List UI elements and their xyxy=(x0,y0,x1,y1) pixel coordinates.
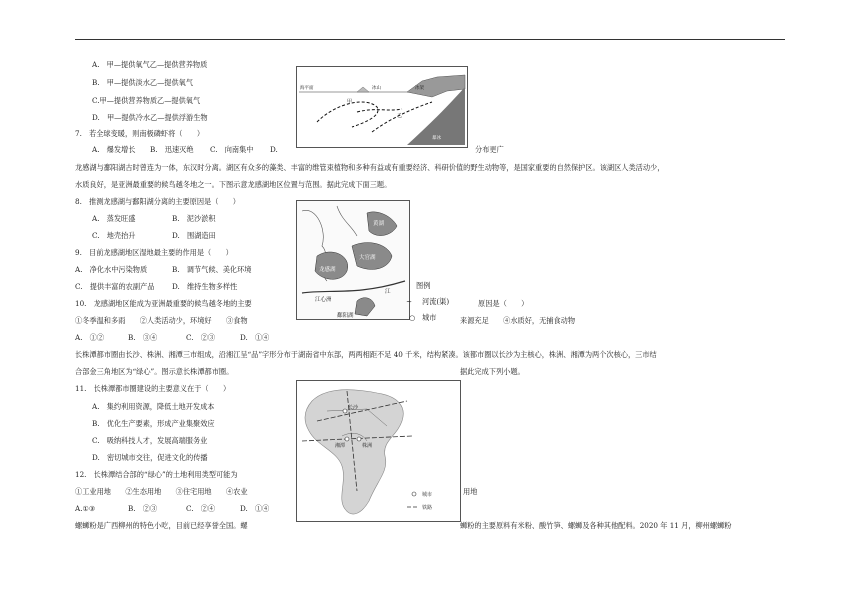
fig3-label-zhuzhou: 株洲 xyxy=(362,443,373,449)
city-xiangtan xyxy=(345,437,349,441)
fig1-label-ice-shelf: 冰架 xyxy=(415,86,424,91)
q8-option-b: B. 泥沙淤积 xyxy=(172,214,216,223)
fig2-label-jiang: 江 xyxy=(385,289,391,295)
q6-option-d: D. 甲—提供冷水乙—提供浮游生物 xyxy=(92,113,208,122)
passage3-line1-tail: 蛳粉的主要原料有米粉、酸竹笋、螺蛳及各种其他配料。2020 年 11 月，柳州螺蛳粉 xyxy=(460,521,732,530)
iceberg xyxy=(357,87,369,92)
q7-option-c: C. 向南集中 xyxy=(210,145,254,154)
current-loop-c xyxy=(357,109,402,112)
fig3-label-changsha: 长沙 xyxy=(348,405,359,411)
q12-option-b: B. ②③ xyxy=(128,504,158,513)
q7-option-b: B. 迅速灭绝 xyxy=(150,145,194,154)
fig3-label-xiangtan: 湘潭 xyxy=(335,443,346,449)
q7-option-d: D. xyxy=(270,145,278,154)
passage1-line2: 水质良好，是亚洲最重要的候鸟越冬地之一。下图示意龙感湖地区位置与范围。据此完成下面三题。 xyxy=(75,180,392,189)
fig2-legend-title: 图例 xyxy=(416,281,431,290)
antarctic-ocean-figure xyxy=(296,66,468,148)
q8-stem: 8. 推测龙感湖与鄱阳湖分离的主要原因是（ ） xyxy=(75,197,240,206)
fig1-label-jia: 甲 xyxy=(347,99,353,105)
q10-option-d: D. ①④ xyxy=(240,333,270,342)
q11-stem: 11. 长株潭都市圈建设的主要意义在于（ ） xyxy=(75,384,231,393)
q12-option-d: D. ①④ xyxy=(240,504,270,513)
q11-option-c: C. 吸纳科技人才，发展高端服务业 xyxy=(92,436,208,445)
fig2-legend-river-icon: ~ xyxy=(406,297,413,306)
fig2-label-jiangxinzhou: 江心洲 xyxy=(315,297,332,303)
q9-option-d: D. 维持生物多样性 xyxy=(172,282,238,291)
longgan-lake-svg xyxy=(297,201,409,319)
q12-option-c: C. ②④ xyxy=(186,504,216,513)
fig2-label-longgan: 龙感湖 xyxy=(319,267,336,273)
fig3-legend-railway: 铁路 xyxy=(422,505,433,511)
fig2-label-huanghu: 黄湖 xyxy=(373,221,385,227)
longgan-lake xyxy=(315,252,348,279)
q12-stem: 12. 长株潭结合部的“绿心”的土地利用类型可能为 xyxy=(75,470,238,479)
q10-statements: ①冬季温和多雨 ②人类活动少，环境好 ③食物 xyxy=(75,316,248,325)
q10-stem: 10. 龙感湖地区能成为亚洲最重要的候鸟越冬地的主要 xyxy=(75,299,252,308)
current-loop-a xyxy=(317,102,378,127)
q7-option-d-tail: 分布更广 xyxy=(475,145,504,154)
q6-option-c: C.甲—提供营养物质乙—提供氧气 xyxy=(92,96,201,105)
cztx-svg xyxy=(297,381,460,521)
fig1-label-sea-level: 海平面 xyxy=(300,86,314,91)
q6-option-a: A. 甲—提供氧气乙—提供营养物质 xyxy=(92,60,208,69)
q7-stem: 7. 若全球变暖，则南极磷虾将（ ） xyxy=(75,129,205,138)
city-changsha xyxy=(343,409,347,413)
antarctic-ocean-diagram xyxy=(297,67,467,147)
fig3-legend-city: 城市 xyxy=(422,492,433,498)
passage2-line2-tail: 据此完成下列小题。 xyxy=(460,367,525,376)
q12-option-a: A.①③ xyxy=(75,504,96,513)
q10-stem-tail: 原因是（ ） xyxy=(478,299,529,308)
fig2-legend-city: 城市 xyxy=(422,313,437,322)
header-rule xyxy=(75,39,785,40)
q9-stem: 9. 目前龙感湖地区湿地最主要的作用是（ ） xyxy=(75,248,233,257)
q7-option-a: A. 爆发增长 xyxy=(92,145,136,154)
fig2-legend-river: 河流(渠) xyxy=(422,297,450,306)
passage2-line2: 合部金三角地区为“绿心”。图示意长株潭都市圈。 xyxy=(75,367,234,376)
q12-statements: ①工业用地 ②生态用地 ③住宅用地 ④农业 xyxy=(75,487,248,496)
passage3-line1: 螺蛳粉是广西柳州的特色小吃，目前已经享誉全国。螺 xyxy=(75,521,248,530)
q8-option-a: A. 蒸发旺盛 xyxy=(92,214,136,223)
q11-option-b: B. 优化生产要素，形成产业集聚效应 xyxy=(92,419,215,428)
q11-option-a: A. 集约利用资源，降低土地开发成本 xyxy=(92,402,215,411)
city-zhuzhou xyxy=(357,437,361,441)
longgan-lake-map xyxy=(296,200,413,320)
passage2-line1: 长株潭都市圈由长沙、株洲、湘潭三市组成，沿湘江呈“品”字形分布于湖南省中东部，两两相距不足 40 千米，结构紧凑。该都市圈以长沙为主核心，株洲、湘潭为两个次核心，三市结 xyxy=(75,350,657,359)
q9-option-b: B. 调节气候、美化环境 xyxy=(172,265,252,274)
q10-statements-tail: 来源充足 ④水质好，无捕食动物 xyxy=(460,316,576,325)
fig2-label-daguan: 大官湖 xyxy=(359,255,376,261)
q10-option-a: A. ①② xyxy=(75,333,105,342)
passage1-line1: 龙感湖与鄱阳湖古时曾连为一体，东汉时分离。湖区有众多的藻类、丰富的维管束植物和多种有益或有重要经济、科研价值的野生动物等，是国家重要的自然保护区。该湖区人类活动少， xyxy=(75,163,665,172)
fig2-label-poyang: 鄱阳湖 xyxy=(337,313,354,319)
q12-statements-tail: 用地 xyxy=(463,487,478,496)
q6-option-b: B. 甲—提供淡水乙—提供氧气 xyxy=(92,78,194,87)
q10-option-c: C. ②③ xyxy=(186,333,216,342)
q10-option-b: B. ③④ xyxy=(128,333,158,342)
q9-option-a: A. 净化水中污染物质 xyxy=(75,265,148,274)
fig1-label-iceberg: 冰山 xyxy=(372,86,381,91)
q8-option-c: C. 地壳抬升 xyxy=(92,231,136,240)
q8-option-d: D. 围湖造田 xyxy=(172,231,216,240)
fig1-label-bedrock: 暴冰 xyxy=(432,136,441,141)
legend-city-symbol xyxy=(412,492,416,496)
fig1-label-yi: 乙 xyxy=(397,113,403,119)
q11-option-d: D. 密切城市交往，促进文化的传播 xyxy=(92,453,208,462)
cztx-map xyxy=(296,380,461,522)
fig2-legend-city-icon: ○ xyxy=(409,313,416,322)
q9-option-c: C. 提供丰富的农副产品 xyxy=(75,282,155,291)
